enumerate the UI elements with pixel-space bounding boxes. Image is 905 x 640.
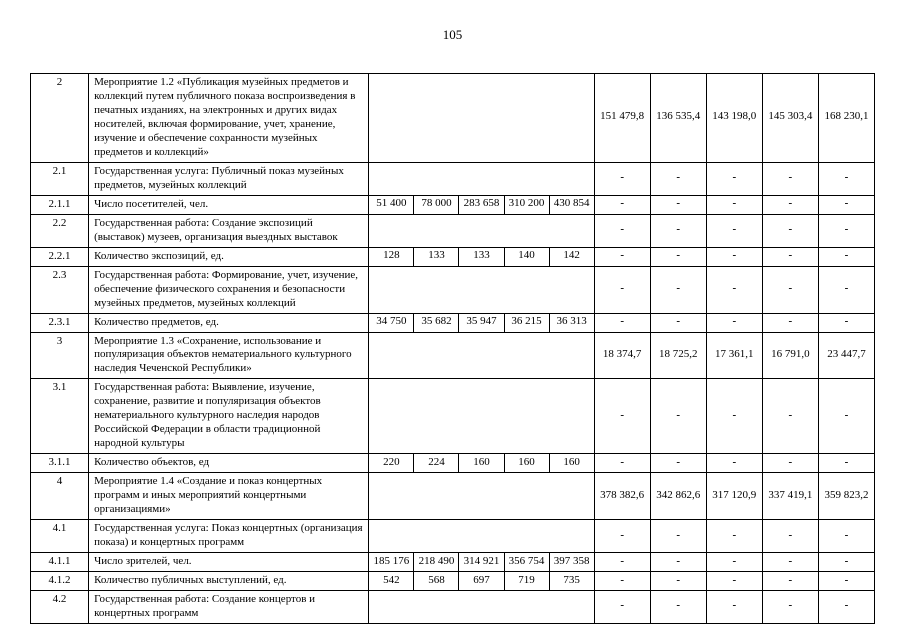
indicator-value: 36 215	[504, 313, 549, 332]
funding-value: 143 198,0	[706, 74, 762, 163]
indicator-value-empty	[369, 74, 594, 163]
funding-value: -	[650, 195, 706, 214]
indicator-value-empty	[369, 332, 594, 379]
indicator-value: 310 200	[504, 195, 549, 214]
funding-value: -	[706, 591, 762, 624]
funding-value: -	[818, 247, 874, 266]
funding-value: 18 374,7	[594, 332, 650, 379]
funding-value: 168 230,1	[818, 74, 874, 163]
indicator-value-empty	[369, 473, 594, 520]
indicator-value: 133	[459, 247, 504, 266]
indicator-value: 185 176	[369, 553, 414, 572]
indicator-value: 140	[504, 247, 549, 266]
funding-value: -	[762, 195, 818, 214]
funding-value: -	[594, 313, 650, 332]
row-description: Количество предметов, ед.	[89, 313, 369, 332]
funding-value: -	[650, 379, 706, 454]
row-number: 2.3	[31, 266, 89, 313]
funding-value: 145 303,4	[762, 74, 818, 163]
row-description: Мероприятие 1.3 «Сохранение, использование и популяризация объектов нематериального культурного наследия Чеченской Республики»	[89, 332, 369, 379]
table-row	[31, 454, 875, 473]
indicator-value: 36 313	[549, 313, 594, 332]
indicator-value: 160	[459, 454, 504, 473]
row-number: 3	[31, 332, 89, 379]
row-description: Государственная работа: Выявление, изучение, сохранение, развитие и популяризация объектов нематериального культурного наследия народов Российской Федерации в области традиционной народной культуры	[89, 379, 369, 454]
table-row	[31, 74, 875, 163]
indicator-value: 542	[369, 572, 414, 591]
indicator-value: 34 750	[369, 313, 414, 332]
row-number: 4	[31, 473, 89, 520]
funding-value: 337 419,1	[762, 473, 818, 520]
funding-value: -	[594, 195, 650, 214]
table-row	[31, 313, 875, 332]
row-description: Число зрителей, чел.	[89, 553, 369, 572]
funding-value: -	[762, 572, 818, 591]
funding-value: -	[594, 553, 650, 572]
funding-value: -	[594, 266, 650, 313]
row-description: Государственная услуга: Публичный показ музейных предметов, музейных коллекций	[89, 162, 369, 195]
funding-value: -	[762, 454, 818, 473]
funding-value: -	[594, 214, 650, 247]
row-description: Количество публичных выступлений, ед.	[89, 572, 369, 591]
indicator-value: 218 490	[414, 553, 459, 572]
table-row	[31, 162, 875, 195]
funding-value: -	[594, 247, 650, 266]
row-number: 2.1.1	[31, 195, 89, 214]
indicator-value: 719	[504, 572, 549, 591]
funding-value: -	[762, 313, 818, 332]
program-indicators-table	[30, 73, 875, 624]
indicator-value: 133	[414, 247, 459, 266]
funding-value: -	[818, 520, 874, 553]
funding-value: -	[706, 195, 762, 214]
indicator-value-empty	[369, 520, 594, 553]
funding-value: -	[818, 553, 874, 572]
funding-value: -	[594, 520, 650, 553]
indicator-value: 142	[549, 247, 594, 266]
funding-value: -	[818, 162, 874, 195]
indicator-value: 697	[459, 572, 504, 591]
indicator-value-empty	[369, 591, 594, 624]
row-description: Государственная работа: Создание концертов и концертных программ	[89, 591, 369, 624]
funding-value: 17 361,1	[706, 332, 762, 379]
funding-value: 378 382,6	[594, 473, 650, 520]
funding-value: -	[818, 572, 874, 591]
indicator-value: 160	[549, 454, 594, 473]
funding-value: -	[650, 553, 706, 572]
funding-value: -	[706, 379, 762, 454]
row-number: 2	[31, 74, 89, 163]
row-number: 4.1.2	[31, 572, 89, 591]
funding-value: -	[762, 379, 818, 454]
funding-value: -	[594, 162, 650, 195]
row-number: 2.3.1	[31, 313, 89, 332]
funding-value: -	[818, 454, 874, 473]
funding-value: -	[650, 266, 706, 313]
funding-value: -	[706, 266, 762, 313]
funding-value: -	[762, 553, 818, 572]
funding-value: -	[818, 313, 874, 332]
funding-value: -	[762, 591, 818, 624]
row-number: 3.1	[31, 379, 89, 454]
table-row	[31, 473, 875, 520]
funding-value: 18 725,2	[650, 332, 706, 379]
indicator-value: 568	[414, 572, 459, 591]
table-row	[31, 247, 875, 266]
funding-value: -	[706, 313, 762, 332]
funding-value: -	[818, 195, 874, 214]
funding-value: -	[706, 162, 762, 195]
funding-value: -	[818, 214, 874, 247]
row-description: Мероприятие 1.4 «Создание и показ концертных программ и иных мероприятий концертными организациями»	[89, 473, 369, 520]
row-description: Количество экспозиций, ед.	[89, 247, 369, 266]
funding-value: -	[762, 214, 818, 247]
funding-value: -	[650, 520, 706, 553]
funding-value: -	[818, 591, 874, 624]
row-number: 4.1	[31, 520, 89, 553]
indicator-value: 356 754	[504, 553, 549, 572]
funding-value: -	[706, 454, 762, 473]
table-row	[31, 214, 875, 247]
row-number: 2.2	[31, 214, 89, 247]
row-number: 2.1	[31, 162, 89, 195]
table-row	[31, 332, 875, 379]
funding-value: -	[818, 266, 874, 313]
funding-value: -	[594, 591, 650, 624]
table-row	[31, 572, 875, 591]
funding-value: -	[650, 214, 706, 247]
indicator-value: 35 947	[459, 313, 504, 332]
indicator-value: 160	[504, 454, 549, 473]
row-number: 3.1.1	[31, 454, 89, 473]
indicator-value: 397 358	[549, 553, 594, 572]
funding-value: 16 791,0	[762, 332, 818, 379]
funding-value: -	[650, 572, 706, 591]
funding-value: -	[594, 572, 650, 591]
funding-value: -	[706, 520, 762, 553]
row-description: Количество объектов, ед	[89, 454, 369, 473]
funding-value: -	[650, 591, 706, 624]
page-number: 105	[442, 27, 463, 42]
table-row	[31, 520, 875, 553]
funding-value: -	[650, 454, 706, 473]
funding-value: 136 535,4	[650, 74, 706, 163]
row-number: 2.2.1	[31, 247, 89, 266]
funding-value: -	[706, 247, 762, 266]
funding-value: -	[650, 162, 706, 195]
funding-value: -	[706, 214, 762, 247]
indicator-value: 128	[369, 247, 414, 266]
indicator-value: 314 921	[459, 553, 504, 572]
row-number: 4.1.1	[31, 553, 89, 572]
funding-value: -	[762, 247, 818, 266]
funding-value: -	[762, 162, 818, 195]
indicator-value-empty	[369, 379, 594, 454]
funding-value: 23 447,7	[818, 332, 874, 379]
indicator-value-empty	[369, 266, 594, 313]
indicator-value: 78 000	[414, 195, 459, 214]
indicator-value: 735	[549, 572, 594, 591]
indicator-value-empty	[369, 162, 594, 195]
table-body	[31, 74, 875, 624]
indicator-value: 224	[414, 454, 459, 473]
funding-value: -	[594, 379, 650, 454]
table-row	[31, 379, 875, 454]
funding-value: 317 120,9	[706, 473, 762, 520]
table-row	[31, 195, 875, 214]
row-number: 4.2	[31, 591, 89, 624]
funding-value: -	[706, 572, 762, 591]
indicator-value: 283 658	[459, 195, 504, 214]
funding-value: -	[818, 379, 874, 454]
funding-value: 359 823,2	[818, 473, 874, 520]
indicator-value: 35 682	[414, 313, 459, 332]
row-description: Государственная работа: Формирование, учет, изучение, обеспечение физического сохранения и безопасности музейных предметов, музейных коллекций	[89, 266, 369, 313]
row-description: Государственная работа: Создание экспозиций (выставок) музеев, организация выездных выставок	[89, 214, 369, 247]
funding-value: -	[594, 454, 650, 473]
funding-value: -	[706, 553, 762, 572]
funding-value: -	[650, 247, 706, 266]
funding-value: 151 479,8	[594, 74, 650, 163]
funding-value: -	[762, 266, 818, 313]
table-row	[31, 266, 875, 313]
table-row	[31, 591, 875, 624]
row-description: Мероприятие 1.2 «Публикация музейных предметов и коллекций путем публичного показа воспроизведения в печатных изданиях, на электронных и других видах носителей, включая формирование, учет, хранение, изучение и обеспечение сохранности музейных предметов и коллекций»	[89, 74, 369, 163]
funding-value: -	[762, 520, 818, 553]
funding-value: -	[650, 313, 706, 332]
indicator-value: 51 400	[369, 195, 414, 214]
indicator-value: 220	[369, 454, 414, 473]
indicator-value: 430 854	[549, 195, 594, 214]
funding-value: 342 862,6	[650, 473, 706, 520]
row-description: Число посетителей, чел.	[89, 195, 369, 214]
table-row	[31, 553, 875, 572]
row-description: Государственная услуга: Показ концертных (организация показа) и концертных программ	[89, 520, 369, 553]
indicator-value-empty	[369, 214, 594, 247]
